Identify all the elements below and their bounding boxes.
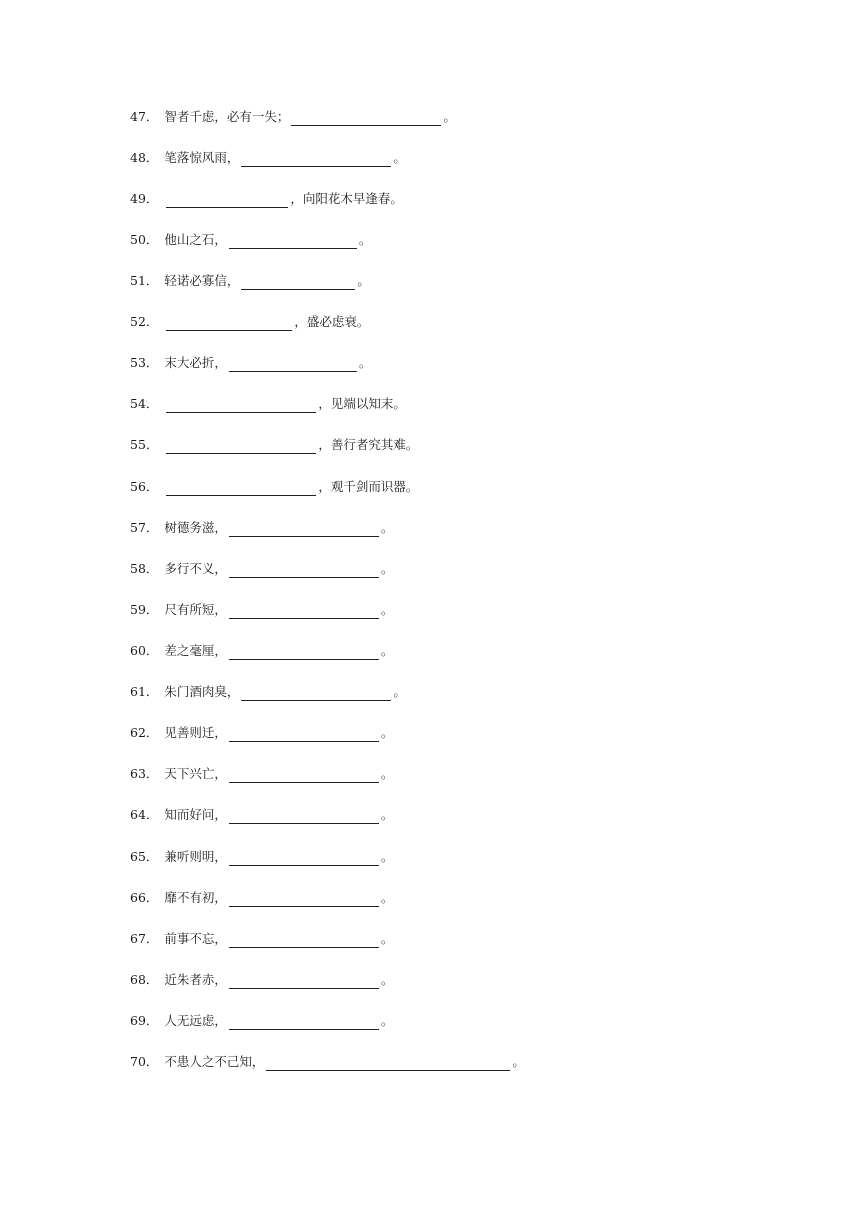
- question-text-before: 智者千虑，必有一失；: [164, 109, 290, 124]
- question-text-before: 朱门酒肉臭，: [164, 684, 240, 699]
- question-text-after: 。: [512, 1054, 525, 1069]
- answer-blank[interactable]: [291, 111, 441, 126]
- question-text-after: 。: [380, 1013, 394, 1028]
- question-text-after: 。: [380, 807, 394, 822]
- question-text-after: 。: [380, 890, 394, 905]
- question-68: [130, 969, 393, 989]
- question-number: 47．: [130, 109, 159, 124]
- question-66: [130, 887, 393, 907]
- question-text-before: 末大必折，: [164, 355, 227, 370]
- answer-blank[interactable]: [166, 193, 288, 208]
- answer-blank[interactable]: [229, 727, 379, 742]
- question-text-before: 尺有所短，: [164, 602, 227, 617]
- question-50: [130, 229, 371, 249]
- question-text-after: 。: [380, 643, 394, 658]
- question-62: [130, 722, 393, 742]
- question-number: 65．: [130, 849, 159, 864]
- question-number: 66．: [130, 890, 159, 905]
- question-number: 55．: [130, 437, 159, 452]
- question-text-after: 。: [443, 109, 456, 124]
- question-number: 50．: [130, 232, 159, 247]
- question-69: [130, 1010, 393, 1030]
- answer-blank[interactable]: [229, 892, 379, 907]
- question-number: 69．: [130, 1013, 159, 1028]
- question-text-after: 。: [393, 150, 406, 165]
- question-text-before: 近朱者赤，: [164, 972, 227, 987]
- question-65: [130, 846, 393, 866]
- question-52: [130, 311, 369, 331]
- question-number: 70．: [130, 1054, 159, 1069]
- question-text-after: ，善行者究其难。: [318, 437, 419, 452]
- answer-blank[interactable]: [229, 234, 357, 249]
- answer-blank[interactable]: [166, 439, 316, 454]
- question-number: 58．: [130, 561, 159, 576]
- question-number: 63．: [130, 766, 159, 781]
- question-47: [130, 106, 456, 126]
- question-51: [130, 270, 370, 290]
- question-64: [130, 804, 393, 824]
- question-text-before: 见善则迁，: [164, 725, 227, 740]
- question-57: [130, 517, 393, 537]
- answer-blank[interactable]: [266, 1056, 510, 1071]
- question-number: 52．: [130, 314, 159, 329]
- question-text-after: 。: [380, 931, 394, 946]
- question-54: [130, 393, 406, 413]
- question-60: [130, 640, 393, 660]
- question-number: 51．: [130, 273, 159, 288]
- question-text-after: 。: [358, 355, 372, 370]
- question-text-after: 。: [380, 725, 394, 740]
- answer-blank[interactable]: [166, 316, 292, 331]
- question-text-after: 。: [380, 561, 394, 576]
- question-70: [130, 1051, 525, 1071]
- question-number: 60．: [130, 643, 159, 658]
- question-number: 67．: [130, 931, 159, 946]
- question-text-before: 轻诺必寡信，: [164, 273, 240, 288]
- question-text-before: 多行不义，: [164, 561, 227, 576]
- question-48: [130, 147, 406, 167]
- question-text-after: 。: [393, 684, 406, 699]
- answer-blank[interactable]: [241, 686, 391, 701]
- question-text-before: 差之毫厘，: [164, 643, 227, 658]
- question-text-after: ，向阳花木早逢春。: [290, 191, 403, 206]
- question-text-before: 不患人之不己知，: [164, 1054, 265, 1069]
- answer-blank[interactable]: [166, 398, 316, 413]
- answer-blank[interactable]: [229, 357, 357, 372]
- question-text-after: 。: [380, 972, 394, 987]
- question-text-before: 树德务滋，: [164, 520, 227, 535]
- question-number: 62．: [130, 725, 159, 740]
- answer-blank[interactable]: [229, 645, 379, 660]
- question-number: 64．: [130, 807, 159, 822]
- question-number: 53．: [130, 355, 159, 370]
- answer-blank[interactable]: [229, 974, 379, 989]
- question-61: [130, 681, 406, 701]
- question-56: [130, 476, 418, 496]
- question-text-before: 前事不忘，: [164, 931, 227, 946]
- question-number: 59．: [130, 602, 159, 617]
- question-67: [130, 928, 393, 948]
- question-text-before: 他山之石，: [164, 232, 227, 247]
- answer-blank[interactable]: [229, 1015, 379, 1030]
- question-number: 57．: [130, 520, 159, 535]
- question-text-after: ，盛必虑衰。: [294, 314, 370, 329]
- question-text-after: ，观千剑而识器。: [318, 479, 419, 494]
- question-text-after: 。: [380, 520, 394, 535]
- question-49: [130, 188, 403, 208]
- answer-blank[interactable]: [229, 809, 379, 824]
- answer-blank[interactable]: [166, 481, 316, 496]
- question-text-after: 。: [380, 766, 394, 781]
- question-text-before: 靡不有初，: [164, 890, 227, 905]
- question-text-before: 笔落惊风雨，: [164, 150, 240, 165]
- question-number: 56．: [130, 479, 159, 494]
- question-text-before: 兼听则明，: [164, 849, 227, 864]
- question-63: [130, 763, 393, 783]
- question-text-after: ，见端以知末。: [318, 396, 406, 411]
- answer-blank[interactable]: [229, 604, 379, 619]
- answer-blank[interactable]: [229, 563, 379, 578]
- question-number: 61．: [130, 684, 159, 699]
- answer-blank[interactable]: [241, 152, 391, 167]
- question-text-after: 。: [380, 849, 394, 864]
- answer-blank[interactable]: [229, 851, 379, 866]
- question-text-after: 。: [357, 273, 370, 288]
- question-59: [130, 599, 393, 619]
- question-text-after: 。: [358, 232, 372, 247]
- question-number: 49．: [130, 191, 159, 206]
- question-text-before: 人无远虑，: [164, 1013, 227, 1028]
- question-number: 54．: [130, 396, 159, 411]
- answer-blank[interactable]: [229, 933, 379, 948]
- question-text-before: 知而好问，: [164, 807, 227, 822]
- question-number: 48．: [130, 150, 159, 165]
- question-55: [130, 434, 418, 454]
- answer-blank[interactable]: [229, 768, 379, 783]
- question-text-before: 天下兴亡，: [164, 766, 227, 781]
- answer-blank[interactable]: [229, 522, 379, 537]
- question-58: [130, 558, 393, 578]
- question-53: [130, 352, 371, 372]
- question-number: 68．: [130, 972, 159, 987]
- question-text-after: 。: [380, 602, 394, 617]
- answer-blank[interactable]: [241, 275, 355, 290]
